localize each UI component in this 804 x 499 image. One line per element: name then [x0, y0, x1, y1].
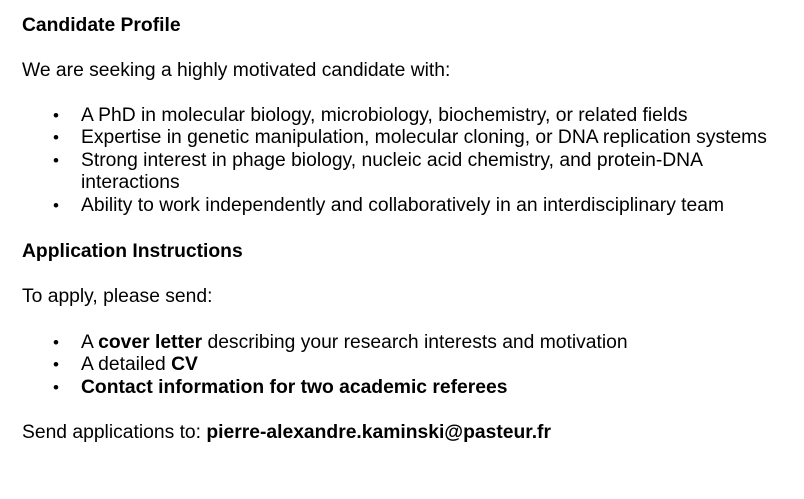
candidate-profile-intro: We are seeking a highly motivated candidate with:	[22, 60, 451, 81]
list-item	[22, 354, 792, 377]
contact-email: pierre-alexandre.kaminski@pasteur.fr	[206, 422, 551, 443]
list-item-text: Expertise in genetic manipulation, molecular cloning, or DNA replication systems	[81, 127, 767, 148]
list-item	[22, 150, 792, 195]
send-label: Send applications to:	[22, 422, 207, 443]
list-item-suffix: describing your research interests and motivation	[202, 331, 628, 353]
application-instructions-heading: Application Instructions	[22, 241, 243, 262]
application-intro: To apply, please send:	[22, 286, 213, 307]
job-document	[22, 14, 792, 445]
list-item-prefix: A detailed	[81, 354, 172, 375]
candidate-profile-heading: Candidate Profile	[22, 15, 181, 36]
list-item-text: A PhD in molecular biology, microbiology, biochemistry, or related fields	[81, 104, 688, 126]
bullet-icon: •	[53, 128, 59, 147]
list-item	[22, 332, 792, 355]
bullet-icon: •	[53, 355, 59, 374]
list-item-emphasis: CV	[171, 354, 198, 375]
application-materials-list	[22, 332, 792, 400]
candidate-requirements-list	[22, 105, 792, 218]
bullet-icon: •	[53, 195, 59, 215]
list-item	[22, 105, 792, 128]
list-item-prefix: A	[81, 331, 99, 353]
send-applications-line	[22, 422, 792, 445]
list-item	[22, 195, 792, 218]
list-item	[22, 127, 792, 150]
list-item-text: Ability to work independently and collaboratively in an interdisciplinary team	[81, 194, 725, 216]
list-item-emphasis: Contact information for two academic referees	[81, 376, 508, 398]
bullet-icon: •	[53, 150, 59, 170]
bullet-icon: •	[53, 105, 59, 125]
bullet-icon: •	[53, 377, 59, 397]
list-item-text: Strong interest in phage biology, nucleic acid chemistry, and protein-DNA interactions	[81, 149, 702, 193]
bullet-icon: •	[53, 332, 59, 352]
list-item	[22, 377, 792, 400]
list-item-emphasis: cover letter	[98, 331, 203, 353]
